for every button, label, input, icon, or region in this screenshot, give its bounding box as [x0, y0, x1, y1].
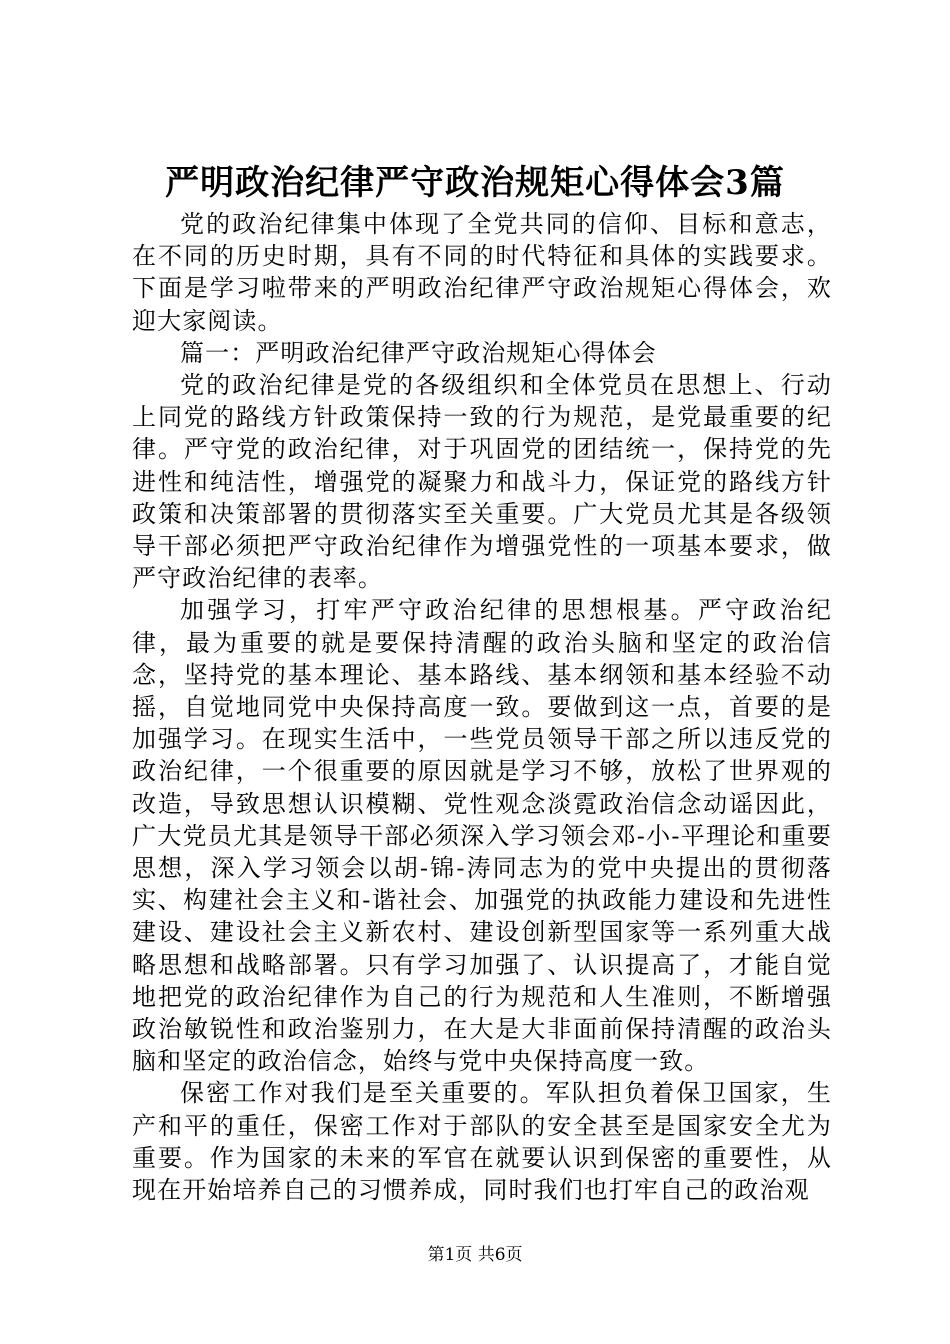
intro-paragraph: 党的政治纪律集中体现了全党共同的信仰、目标和意志，在不同的历史时期，具有不同的时代特征和具体的实践要求。下面是学习啦带来的严明政治纪律严守政治规矩心得体会，欢迎大家阅读。	[132, 210, 832, 335]
body-paragraph: 保密工作对我们是至关重要的。军队担负着保卫国家，生产和平的重任，保密工作对于部队的安全甚至是国家安全尤为重要。作为国家的未来的军官在就要认识到保密的重要性，从现在开始培养自己的习惯养成，同时我们也打牢自己的政治观	[132, 1079, 832, 1205]
document-body	[132, 208, 832, 1206]
page-number: 第1页 共6页	[427, 1245, 523, 1265]
document-title: 严明政治纪律严守政治规矩心得体会3篇	[165, 163, 785, 203]
section-heading: 篇一：严明政治纪律严守政治规矩心得体会	[180, 338, 657, 367]
body-paragraph: 加强学习，打牢严守政治纪律的思想根基。严守政治纪律，最为重要的就是要保持清醒的政治头脑和坚定的政治信念，坚持党的基本理论、基本路线、基本纲领和基本经验不动摇，自觉地同党中央保持高度一致。要做到这一点，首要的是加强学习。在现实生活中，一些党员领导干部之所以违反党的政治纪律，一个很重要的原因就是学习不够，放松了世界观的改造，导致思想认识模糊、党性观念淡霓政治信念动谣因此，广大党员尤其是领导干部必须深入学习领会邓-小-平理论和重要思想，深入学习领会以胡-锦-涛同志为的党中央提出的贯彻落实、构建社会主义和-谐社会、加强党的执政能力建设和先进性建设、建设社会主义新农村、建设创新型国家等一系列重大战略思想和战略部署。只有学习加强了、认识提高了，才能自觉地把党的政治纪律作为自己的行为规范和人生准则，不断增强政治敏锐性和政治鉴别力，在大是大非面前保持清醒的政治头脑和坚定的政治信念，始终与党中央保持高度一致。	[132, 596, 832, 1076]
body-paragraph: 党的政治纪律是党的各级组织和全体党员在思想上、行动上同党的路线方针政策保持一致的行为规范，是党最重要的纪律。严守党的政治纪律，对于巩固党的团结统一，保持党的先进性和纯洁性，增强党的凝聚力和战斗力，保证党的路线方针政策和决策部署的贯彻落实至关重要。广大党员尤其是各级领导干部必须把严守政治纪律作为增强党性的一项基本要求，做严守政治纪律的表率。	[132, 371, 832, 593]
